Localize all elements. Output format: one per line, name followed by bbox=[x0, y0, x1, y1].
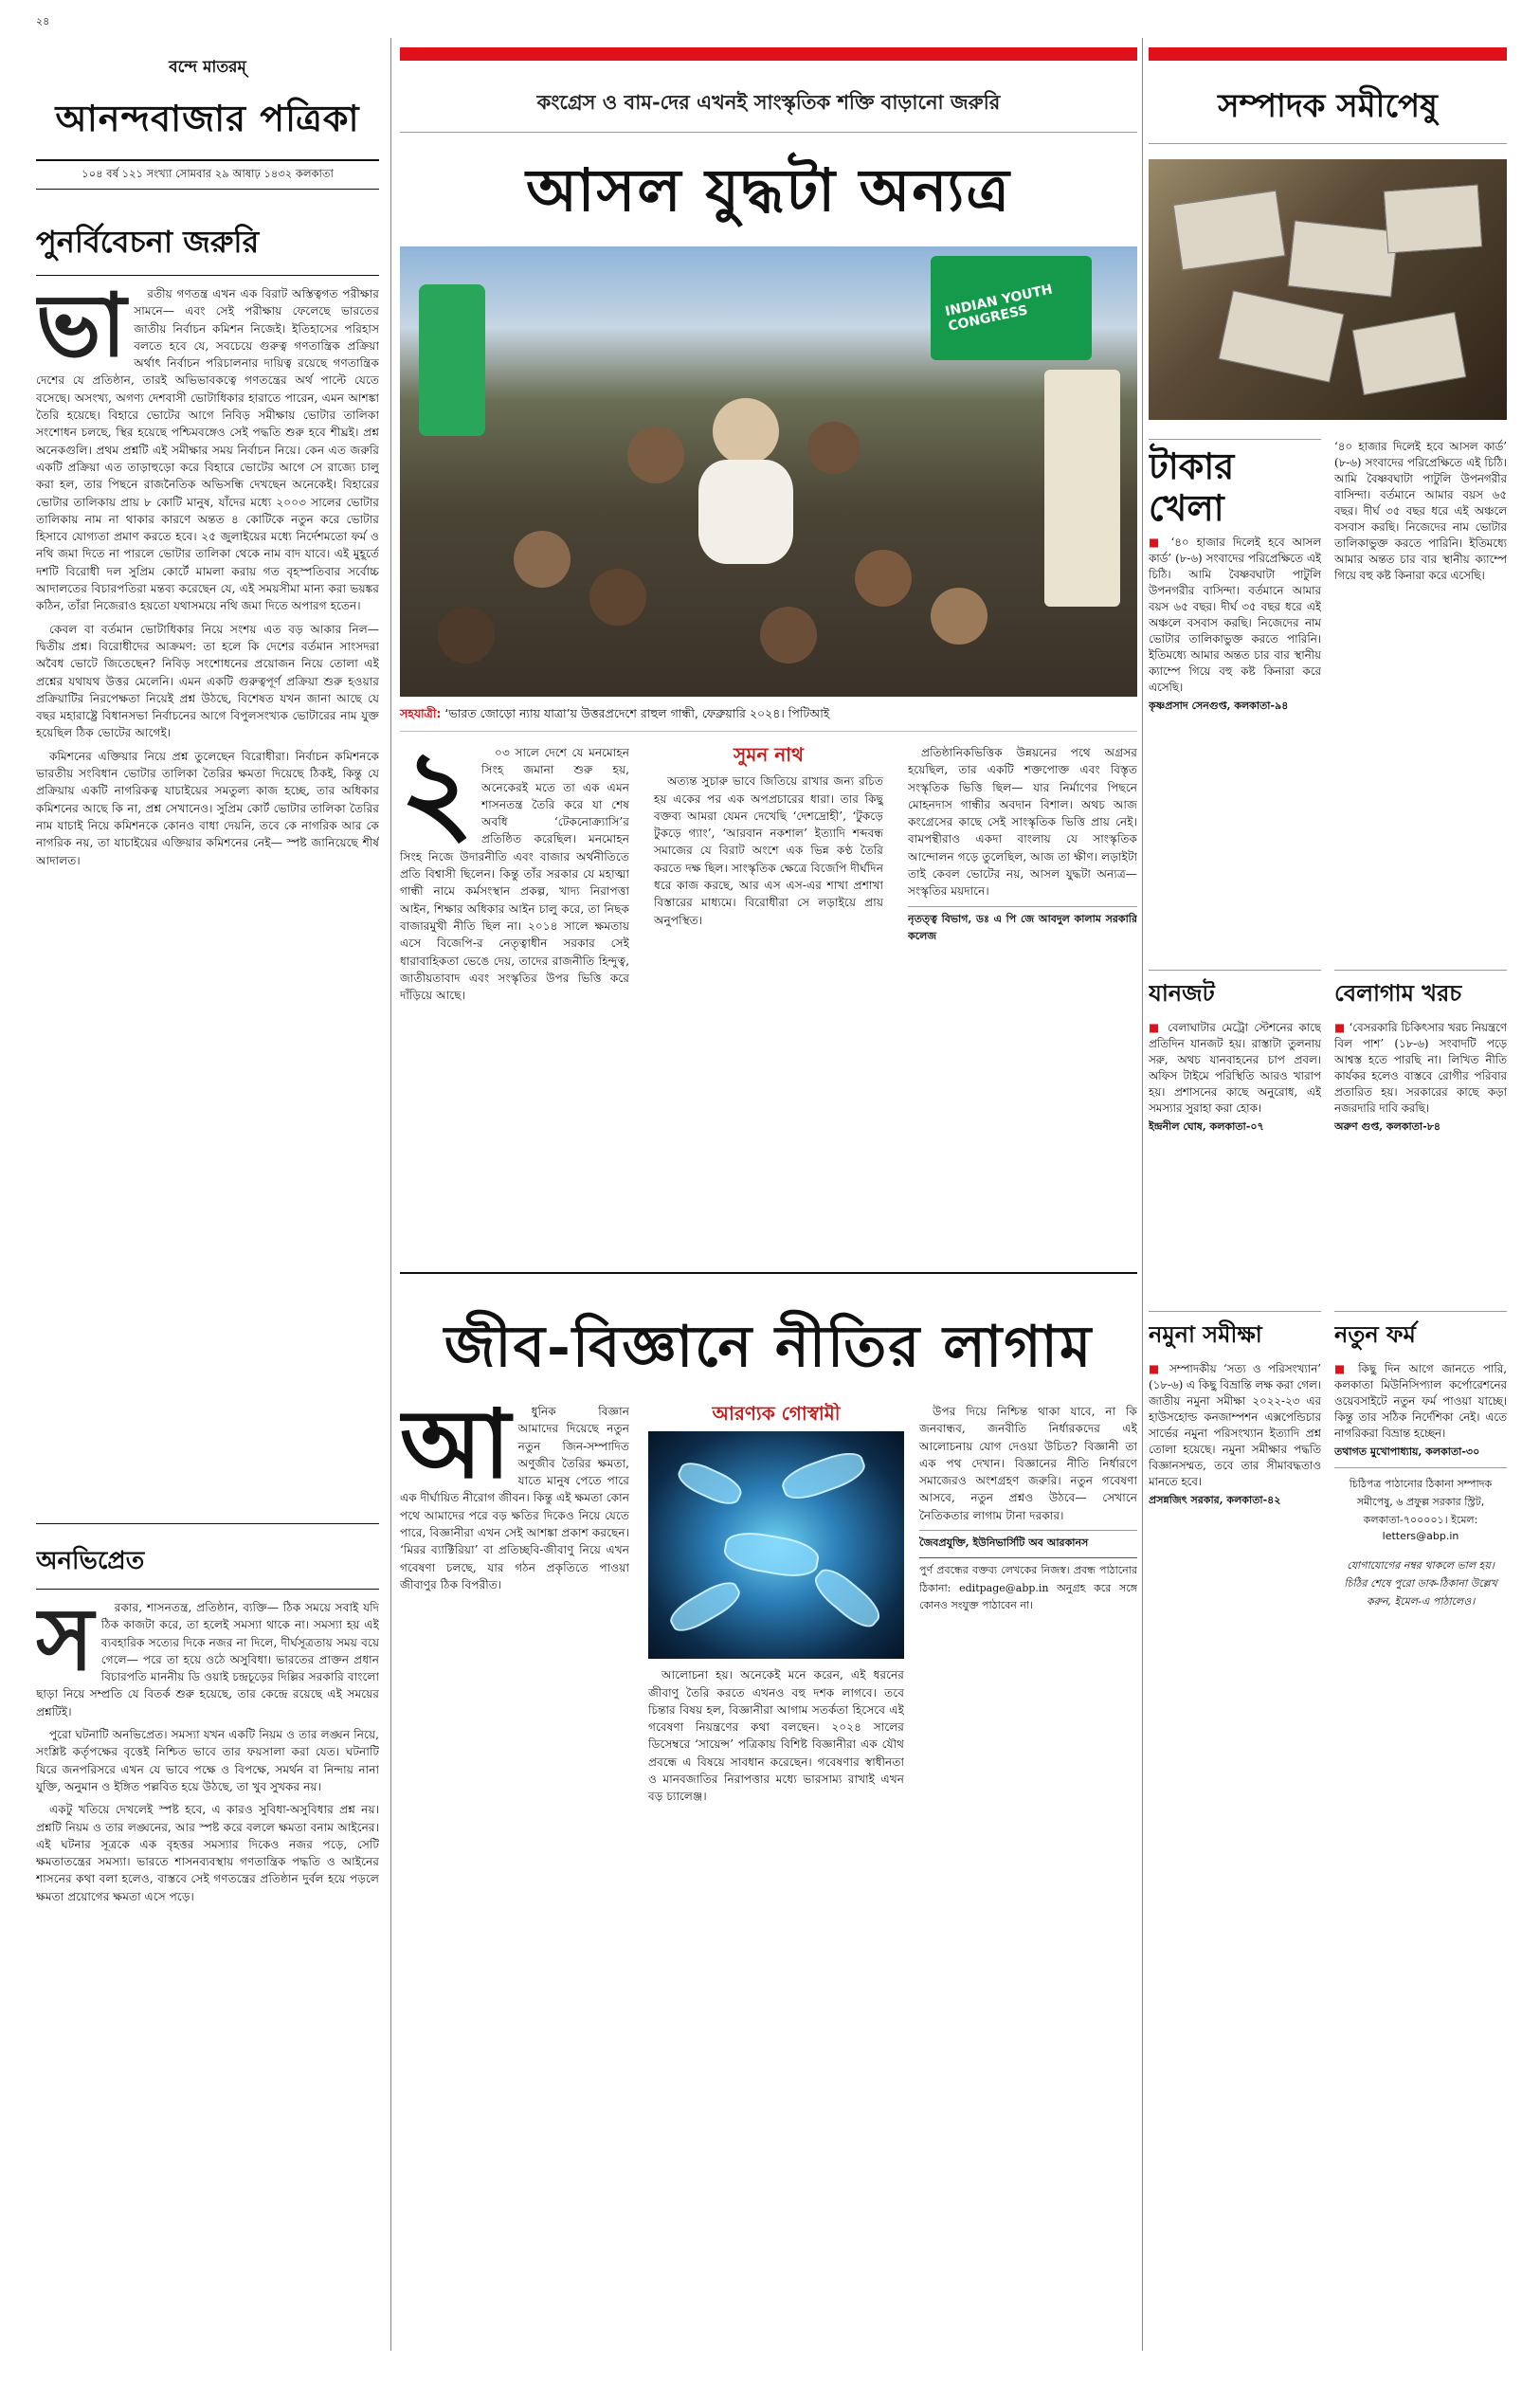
voter-card-photo bbox=[1149, 159, 1507, 420]
article-body bbox=[400, 744, 1137, 1261]
bacteria-shape bbox=[721, 1528, 821, 1582]
letter bbox=[1334, 1301, 1507, 1611]
letter-text: ‘বেসরকারি চিকিৎসার খরচ নিয়ন্ত্রণে বিল পাশ’ (১৮-৬) সংবাদটি পড়ে আশ্বস্ত হতে পারছি না। লিখিত নীতি কার্যকর হলেও বাস্তবে রোগীর পরিবার প্রতারিত হয়। সরকারের কাছে কড়া নজরদারি দাবি করছি। bbox=[1334, 1021, 1507, 1115]
flag-white bbox=[1044, 370, 1120, 607]
letter-text: ‘৪০ হাজার দিলেই হবে আসল কার্ড’ (৮-৬) সংবাদের পরিপ্রেক্ষিতে এই চিঠি। আমি বৈষ্ণবঘাটা পাটুলি উপনগরীর বাসিন্দা। বর্তমানে আমার বয়স ৬৫ বছর। দীর্ঘ ৩৫ বছর ধরে এই অঞ্চলে বসবাস করছি। নিজেদের নাম ভোটার তালিকাভুক্ত করতে পারিনি। ইতিমধ্যে আমার অন্তত চার বার স্থানীয় ক্যাম্পে গিয়ে বহু কষ্ট কিনারা করে এসেছি। bbox=[1149, 536, 1321, 694]
letter-title: নমুনা সমীক্ষা bbox=[1149, 1311, 1321, 1355]
editorial-2-dropcap: স bbox=[36, 1599, 94, 1690]
article-2-dropcap: আ bbox=[400, 1403, 511, 1500]
editorial-2-body bbox=[36, 1599, 379, 2351]
letters-row bbox=[1149, 429, 1507, 960]
caption-text: ‘ভারত জোড়ো ন্যায় যাত্রা’য় উত্তরপ্রদেশে রাহুল গান্ধী, ফেব্রুয়ারি ২০২৪। পিটিআই bbox=[444, 706, 830, 720]
letter-body bbox=[1334, 1361, 1507, 1460]
bacteria-shape bbox=[674, 1457, 746, 1511]
article-headline: আসল যুদ্ধটা অন্যত্র bbox=[526, 155, 1011, 225]
bacteria-shape bbox=[665, 1575, 745, 1638]
crowd bbox=[855, 550, 912, 607]
bullet: ■ bbox=[1334, 1362, 1350, 1375]
divider bbox=[36, 275, 379, 276]
bullet: ■ bbox=[1149, 1362, 1163, 1375]
letter bbox=[1149, 1301, 1321, 1508]
letter-title: টাকার খেলা bbox=[1149, 439, 1321, 529]
paragraph: ০৩ সালে দেশে যে মনমোহন সিংহ জমানা শুরু হয়, অনেকেরই মতে তা এক এমন শাসনতন্ত্র তৈরি করে যা শেষ অবধি ‘টেকনোক্র্যাসি’র প্রতিষ্ঠিত করেছিল। মনমোহন সিংহ নিজে উদারনীতি এবং বাজার অর্থনীতিতে প্রতি বিশ্বাসী ছিলেন। কিন্তু তাঁর সরকার যে মহাত্মা গান্ধী নামে কর্মসংস্থান প্রকল্প, খাদ্য নিরাপত্তা আইন, শিক্ষার অধিকার আইন চালু করে, তা নিছক বাজারমুখী নীতি ছিল না। ২০১৪ সালে ক্ষমতায় এসে বিজেপি-র নেতৃত্বাধীন সরকার সেই ধারাবাহিকতা ভেঙে দেয়, তাদের রাজনীতি হিন্দুত্ব, জাতীয়তাবাদ এবং সংস্কৃতির উপর ভিত্তি করে দাঁড়িয়ে আছে। bbox=[400, 746, 629, 1003]
divider bbox=[400, 132, 1137, 133]
author-note: জৈবপ্রযুক্তি, ইউনিভার্সিটি অব আরকানস bbox=[919, 1530, 1137, 1552]
letter-title: যানজট bbox=[1149, 970, 1321, 1014]
letters-row bbox=[1149, 1301, 1507, 2079]
voter-card bbox=[1219, 290, 1345, 382]
paragraph: উপর দিয়ে নিশ্চিন্ত থাকা যাবে, না কি জনবান্ধব, জনবীতি নির্ধারকদের এই আলোচনায় যোগ দেওয়া উচিত? বিজ্ঞানী তা এক পথ দেখান। বিজ্ঞানের নীতি নির্ধারণে সমাজেরও অংশগ্রহণ জরুরি। নতুন গবেষণা আসবে, নতুন প্রশ্নও উঠবে— সেখানে নৈতিকতার লাগাম টানা দরকার। bbox=[919, 1405, 1137, 1522]
editorial-1-body bbox=[36, 285, 379, 1518]
voter-card bbox=[1384, 185, 1482, 254]
caption-label: সহযাত্রী: bbox=[400, 706, 442, 720]
person bbox=[713, 398, 779, 464]
article-2-body bbox=[400, 1403, 1137, 2355]
letter-signoff: অরুণ গুপ্ত, কলকাতা-৮৪ bbox=[1334, 1120, 1440, 1133]
article-2-headline: জীব-বিজ্ঞানে নীতির লাগাম bbox=[444, 1314, 1094, 1380]
letter-body bbox=[1149, 535, 1321, 714]
column-separator bbox=[1142, 38, 1143, 2351]
bullet: ■ bbox=[1149, 1021, 1162, 1034]
person bbox=[807, 422, 860, 474]
letter-signoff: ইন্দ্রনীল ঘোষ, কলকাতা-০৭ bbox=[1149, 1120, 1264, 1133]
article-column bbox=[400, 1403, 629, 2355]
person bbox=[698, 460, 793, 564]
letter-body bbox=[1149, 1361, 1321, 1508]
article-column bbox=[400, 744, 629, 1261]
letter-title: বেলাগাম খরচ bbox=[1334, 970, 1507, 1014]
editorial-1-title: পুনর্বিবেচনা জরুরি bbox=[36, 224, 260, 260]
masthead bbox=[36, 55, 379, 190]
paragraph: অত্যন্ত সুচারু ভাবে জিতিয়ে রাখার জন্য রচিত হয় একের পর এক অপপ্রচারের ধারা। তার কিছু বক্তব্য আমরা যেমন দেখেছি ‘দেশদ্রোহী’, ‘টুকড়ে টুকড়ে গ্যাং’, ‘আরবান নকশাল’ ইত্যাদি শব্দবন্ধ সমাজের যে বিরাট অংশে এক ভিন্ন কণ্ঠ তৈরি করতে দক্ষ ছিল। সাংস্কৃতিক ক্ষেত্রে বিজেপি দীর্ঘদিন ধরে কাজ করছে, আর এস এস-এর শাখা প্রশাখা বিস্তারের মাধ্যমে। বিরোধীরা সে লড়াইয়ে প্রায় অনুপস্থিত। bbox=[654, 774, 883, 927]
article-column bbox=[654, 744, 883, 1261]
paragraph: কমিশনের এক্তিয়ার নিয়ে প্রশ্ন তুলেছেন বিরোধীরা। নির্বাচন কমিশনকে ভারতীয় সংবিধান ভোটার তালিকা তৈরির ক্ষমতা দিয়েছে ঠিকই, কিন্তু যে প্রক্রিয়ায় একটি নাগরিকত্ব যাচাইয়ের সমতুল্য কাজ হচ্ছে, তার অধিকার কমিশনের আছে কি না, প্রশ্ন সেখানেও। সুপ্রিম কোর্ট ভোটার তালিকা তৈরির নাম যাচাই নিয়ে কমিশনকে কোনও বাধা দেয়নি, তবে কে নাগরিক আর কে নাগরিক নয়, তা যাচাইয়ের এক্তিয়ার কমিশনের নেই— স্পষ্ট জানিয়েছে শীর্ষ আদালত। bbox=[36, 749, 379, 867]
bullet: ■ bbox=[1334, 1021, 1346, 1034]
paragraph: রতীয় গণতন্ত্র এখন এক বিরাট অস্তিত্বগত পরীক্ষার সামনে— এবং সেই পরীক্ষায় ফেলেছে ভারতের জাতীয় নির্বাচন কমিশন নিজেই। ইতিহাসের পরিহাস বলতে হবে যে, সবচেয়ে গুরুত্ব গণতান্ত্রিক প্রক্রিয়া অর্থাৎ নির্বাচন পরিচালনার দায়িত্ব রয়েছে গণতান্ত্রিক দেশের যে প্রতিষ্ঠান, তারই অভিভাবকত্বে গণতন্ত্রের অর্থ পাল্টে যেতে বসেছে। অসংখ্য, অগণ্য দেশবাসী ভোটাধিকার হারাতে পারেন, এমন আশঙ্কা তৈরি হয়েছে। বিহারে ভোটের আগে নিবিড় সমীক্ষায় ভোটার তালিকা সংশোধন চলছে, স্থির হয়েছে পশ্চিমবঙ্গেও সেই পদ্ধতি শুরু হবে শীঘ্রই। প্রশ্ন অনেকগুলি। প্রথম প্রশ্নটি এই সমীক্ষার সময় নির্বাচন নিয়ে। কেন এত জরুরি একটি প্রক্রিয়া এত তাড়াহুড়ো করে বিহারে ভোটের আগে সে রাজ্যে চালু করা হল, তার পিছনে রাজনৈতিক অভিসন্ধি দেখছেন অনেকেই। বিহারের ভোটার তালিকায় প্রায় ৮ কোটি মানুষ, যাঁদের মধ্যে ২০০৩ সালের ভোটার তালিকায় নাম না থাকার কারণে অন্তত ৪ কোটিকে নতুন করে ভোটার হিসাবে যোগ্যতা প্রমাণ করতে হবে। ২৫ জুলাইয়ের মধ্যে নির্দেশমতো ফর্ম ও নথি জমা দিতে না পারলে ভোটার তালিকা থেকে নাম বাদ যাবে। এই মুহূর্তে দশটি বিরোধী দল সুপ্রিম কোর্টে মামলা করায় গত বৃহস্পতিবার সর্বোচ্চ আদালতের বিচারপতিরা মন্তব্য করেছেন যে, এই সময়সীমা মান্য করা ভয়ঙ্কর কঠিন, তাঁরা নিজেরাও হয়তো যথাসময়ে নথি জমা দিতে অপারগ হতেন। bbox=[36, 287, 379, 613]
editorial-1-dropcap: ভা bbox=[36, 285, 127, 376]
red-accent-bar bbox=[400, 47, 1137, 61]
article-column bbox=[908, 744, 1137, 1261]
letters-column bbox=[1149, 47, 1507, 2351]
article-kicker: কংগ্রেস ও বাম-দের এখনই সাংস্কৃতিক শক্তি বাড়ানো জরুরি bbox=[536, 90, 1001, 114]
letter-signoff: তথাগত মুখোপাধ্যায়, কলকাতা-৩০ bbox=[1334, 1446, 1480, 1458]
letters-disclaimer: যোগাযোগের নম্বর থাকলে ভাল হয়। চিঠির শেষে পুরো ডাক-ঠিকানা উল্লেখ করুন, ইমেল-এ পাঠালেও। bbox=[1344, 1559, 1497, 1608]
page-number: ২৪ bbox=[36, 15, 50, 27]
crowd bbox=[931, 588, 987, 645]
person bbox=[627, 427, 684, 483]
letter-text: বেলাঘাটার মেট্রো স্টেশনের কাছে প্রতিদিন যানজট হয়। রাস্তাটা তুলনায় সরু, অথচ যানবাহনের চাপ প্রবল। অফিস টাইমে পরিস্থিতি আরও খারাপ হয়। প্রশাসনের কাছে অনুরোধ, এই সমস্যার সুরাহা করা হোক। bbox=[1149, 1021, 1321, 1115]
crowd bbox=[760, 607, 817, 664]
article-column bbox=[919, 1403, 1137, 2355]
crowd bbox=[589, 569, 646, 626]
rally-photo bbox=[400, 246, 1137, 697]
divider bbox=[36, 1523, 379, 1524]
letters-row bbox=[1149, 960, 1507, 1301]
article-column bbox=[648, 1403, 904, 2355]
letter-continued bbox=[1334, 439, 1507, 584]
voter-card bbox=[1288, 220, 1399, 297]
paragraph: ধুনিক বিজ্ঞান আমাদের দিয়েছে নতুন নতুন জিন-সম্পাদিত অণুজীব তৈরির ক্ষমতা, যাতে মানুষ পেতে পারে এক দীর্ঘায়িত নীরোগ জীবন। কিন্তু এই ক্ষমতা কোন পথে আমাদের পরে বড় ক্ষতির দিকেও নিয়ে যেতে পারে, বিজ্ঞানীরা এখন সেই আশঙ্কা প্রকাশ করছেন। ‘মিরর ব্যাক্টিরিয়া’ বা প্রতিচ্ছবি-জীবাণু নিয়ে এখন গবেষণা চলছে, যার গঠন প্রকৃতিতে পাওয়া জীবাণুর ঠিক বিপরীত। bbox=[400, 1405, 629, 1591]
bullet: ■ bbox=[1149, 536, 1164, 549]
author-note: নৃতত্ত্ব বিভাগ, ডঃ এ পি জে আবদুল কালাম সরকারি কলেজ bbox=[908, 906, 1137, 946]
letter-text: কিছু দিন আগে জানতে পারি, কলকাতা মিউনিসিপ্যাল কর্পোরেশনের ওয়েবসাইটে নতুন ফর্ম পাওয়া যাচ্ছে। কিন্তু তার সঠিক নির্দেশিকা নেই। এতে নাগরিকরা বিভ্রান্ত হচ্ছেন। bbox=[1334, 1362, 1507, 1440]
main-article-area bbox=[400, 47, 1137, 1804]
crowd bbox=[514, 531, 571, 588]
paragraph: পুরো ঘটনাটি অনভিপ্রেত। সমস্যা যখন একটি নিয়ম ও তার লঙ্ঘন নিয়ে, সংশ্লিষ্ট কর্তৃপক্ষের বৃত্তেই নিশ্চিত ভাবে তার ফয়সালা করা যেত। ঘটনাটি যিরে জনপরিসরে এখন যে ভাবে পক্ষে ও বিপক্ষে, সমর্থন বা নিন্দায় নানা যুক্তি, অনুমান ও ইঙ্গিত পল্লবিত হয়ে উঠছে, তা খুব সুখকর নয়। bbox=[36, 1728, 379, 1793]
photo-caption bbox=[400, 706, 1137, 732]
paragraph: রকার, শাসনতন্ত্র, প্রতিষ্ঠান, ব্যক্তি— ঠিক সময়ে সবাই যদি ঠিক কাজটা করে, তা হলেই সমস্যা থাকে না। সমস্যা হয় এই ব্যবহারিক সত্যের দিকে নজর না দিলে, দীর্ঘসূত্রতায় সময় বয়ে গেলে— পরে তা হয়ে ওঠে অসুবিধা। ভারতের প্রাক্তন প্রধান বিচারপতি মাননীয় ডি ওয়াই চন্দ্রচূড়ের দিল্লির সরকারি বাংলো ছাড়া নিয়ে সম্প্রতি যে বিতর্ক শুরু হয়েছে, তার কেন্দ্রে রয়েছে এই সময়ের প্রশ্নটিই। bbox=[36, 1601, 379, 1718]
letter bbox=[1334, 960, 1507, 1135]
letters-address: চিঠিপত্র পাঠানোর ঠিকানা সম্পাদক সমীপেষু, ৬ প্রফুল্ল সরকার স্ট্রিট, কলকাতা-৭০০০০১। ইমেল: letters@abp.in bbox=[1334, 1467, 1507, 1542]
voter-card bbox=[1173, 191, 1286, 271]
paragraph: কেবল বা বর্তমান ভোটাধিকার নিয়ে সংশয় এত বড় আকার নিল— দ্বিতীয় প্রশ্ন। বিরোধীদের আক্রমণ: তা হলে কি দেশের বর্তমান সাংসদরা অবৈধ ভোটে জিতেছেন? নিবিড় সংশোধনের প্রয়োজন নিয়ে তোলা এই প্রশ্নের যথাযথ উত্তর মেলেনি। এমন একটি গুরুত্বপূর্ণ প্রক্রিয়া শুরু হওয়ার প্রক্রিয়াটির নিরপেক্ষতা নিয়েই প্রশ্ন উঠছে, বিশেষত যখন জানা আছে যে বছর মহারাষ্ট্রে বিধানসভা নির্বাচনের আগে বিপুলসংখ্যক ভোটারের নাম যুক্ত হয়েছিল ঠিক ভোটের আগেই। bbox=[36, 622, 379, 740]
letter-body bbox=[1149, 1020, 1321, 1135]
letter-text: ‘৪০ হাজার দিলেই হবে আসল কার্ড’ (৮-৬) সংবাদের পরিপ্রেক্ষিতে এই চিঠি। আমি বৈষ্ণবঘাটা পাটুলি উপনগরীর বাসিন্দা। বর্তমানে আমার বয়স ৬৫ বছর। দীর্ঘ ৩৫ বছর ধরে এই অঞ্চলে বসবাস করছি। নিজেদের নাম ভোটার তালিকাভুক্ত করতে পারিনি। ইতিমধ্যে আমার অন্তত চার বার স্থানীয় ক্যাম্পে গিয়ে বহু কষ্ট কিনারা করে এসেছি। bbox=[1334, 440, 1507, 582]
paragraph: একটু খতিয়ে দেখলেই স্পষ্ট হবে, এ কারও সুবিধা-অসুবিধার প্রশ্ন নয়। প্রশ্নটি নিয়ম ও তার লঙ্ঘনের, আর স্পষ্ট করে বললে ক্ষমতা বনাম আইনের। এই ঘটনার সূত্রকে এক বৃহত্তর সমস্যার দিকেও নজর পড়ে, সেটি ক্ষমতাতন্ত্রের সমস্যা। ভারতে শাসনব্যবস্থায় গণতান্ত্রিক পদ্ধতি ও আইনের শাসনের কথা বলা হলেও, বাস্তবে সেই গণতন্ত্রের প্রতিষ্ঠান দুর্বল হয়ে পড়লে ক্ষমতা প্রয়োগের ক্ষমতা এসে পড়ে। bbox=[36, 1803, 379, 1903]
letter-body bbox=[1334, 439, 1507, 584]
paragraph: আলোচনা হয়। অনেকেই মনে করেন, এই ধরনের জীবাণু তৈরি করতে এখনও বহু দশক লাগবে। তবে চিন্তার বিষয় হল, বিজ্ঞানীরা আগাম সতর্কতা হিসেবে এই গবেষণা নিয়ন্ত্রণের কথা বলছেন। ২০২৪ সালের ডিসেম্বরে ‘সায়েন্স’ পত্রিকায় বিশিষ্ট বিজ্ঞানীরা এক যৌথ প্রবন্ধে এ বিষয়ে সাবধান করেছেন। গবেষণার স্বাধীনতা ও মানবজাতির নিরাপত্তার মধ্যে ভারসাম্য রাখাই এখন বড় চ্যালেঞ্জ। bbox=[648, 1668, 904, 1804]
letter-title: নতুন ফর্ম bbox=[1334, 1311, 1507, 1355]
crowd bbox=[438, 607, 495, 664]
column-separator bbox=[390, 38, 391, 2351]
article-footnote: পুর্ণ প্রবন্ধের বক্তব্য লেখকের নিজস্ব। প্রবন্ধ পাঠানোর ঠিকানা: editpage@abp.in অনুগ্রহ করে সঙ্গে কোনও সংযুক্ত পাঠাবেন না। bbox=[919, 1557, 1137, 1614]
divider bbox=[36, 1589, 379, 1590]
flag-green bbox=[419, 284, 485, 436]
bacteria-illustration bbox=[648, 1431, 904, 1659]
letter-signoff: প্রসন্নজিৎ সরকার, কলকাতা-৪২ bbox=[1149, 1494, 1281, 1506]
masthead-meta: ১০৪ বর্ষ ১২১ সংখ্যা সোমবার ২৯ আষাঢ় ১৪৩২ কলকাতা bbox=[36, 159, 379, 190]
article-byline: সুমন নাথ bbox=[734, 744, 804, 766]
letter-text: সম্পাদকীয় ‘সত্য ও পরিসংখ্যান’ (১৮-৬) এ কিছু বিভ্রান্তি লক্ষ করা গেল। জাতীয় নমুনা সমীক্ষা ২০২২-২৩ এর হাউসহোল্ড কনজাম্পশন এক্সপেন্ডিচার সার্ভের নমুনা পরিসংখ্যান ইত্যাদি প্রশ্ন তোলা হয়েছে। নমুনা সমীক্ষার পদ্ধতি বিজ্ঞানসম্মত, তবে তার সীমাবদ্ধতাও মানতে হবে। bbox=[1149, 1362, 1321, 1488]
banner-text: INDIAN YOUTH CONGRESS bbox=[943, 282, 1055, 335]
bacteria-shape bbox=[808, 1562, 886, 1634]
article-dropcap: ২ bbox=[400, 744, 475, 858]
bacteria-shape bbox=[778, 1446, 869, 1506]
letter-body bbox=[1334, 1020, 1507, 1135]
article-2-byline: আরণ্যক গোস্বামী bbox=[712, 1403, 841, 1425]
divider bbox=[1149, 143, 1507, 144]
paragraph: প্রতিষ্ঠানিকভিত্তিক উন্নয়নের পথে অগ্রসর হয়েছিল, তার একটি শক্তপোক্ত এবং বিস্তৃত সংস্কৃতিক ভিত্তি ছিল— যার নির্মাণের পিছনে মোহনদাস গান্ধীর অবদান বিশাল। অথচ আজ কংগ্রেসের কাছে সেই সাংস্কৃতিক ভিত্তি প্রায় নেই। বামপন্থীরাও একদা বাংলায় যে সাংস্কৃতিক আন্দোলন গড়ে তুলেছিল, আজ তা ক্ষীণ। লড়াইটা তাই কেবল ভোটের নয়, আসল যুদ্ধটা অন্যত্র— সংস্কৃতির ময়দানে। bbox=[908, 746, 1137, 899]
voter-card bbox=[1352, 312, 1466, 395]
letter bbox=[1149, 960, 1321, 1135]
masthead-motto: বন্দে মাতরম্‌ bbox=[169, 58, 246, 77]
editorial-2-title: অনভিপ্রেত bbox=[36, 1547, 145, 1575]
letter-signoff: কৃষ্ণপ্রসাদ সেনগুপ্ত, কলকাতা-৯৪ bbox=[1149, 700, 1289, 712]
left-editorial-column bbox=[36, 38, 379, 2351]
letter bbox=[1149, 429, 1321, 714]
divider bbox=[400, 1272, 1137, 1274]
masthead-title: আনন্দবাজার পত্রিকা bbox=[55, 97, 360, 139]
letters-heading: সম্পাদক সমীপেষু bbox=[1149, 47, 1507, 136]
